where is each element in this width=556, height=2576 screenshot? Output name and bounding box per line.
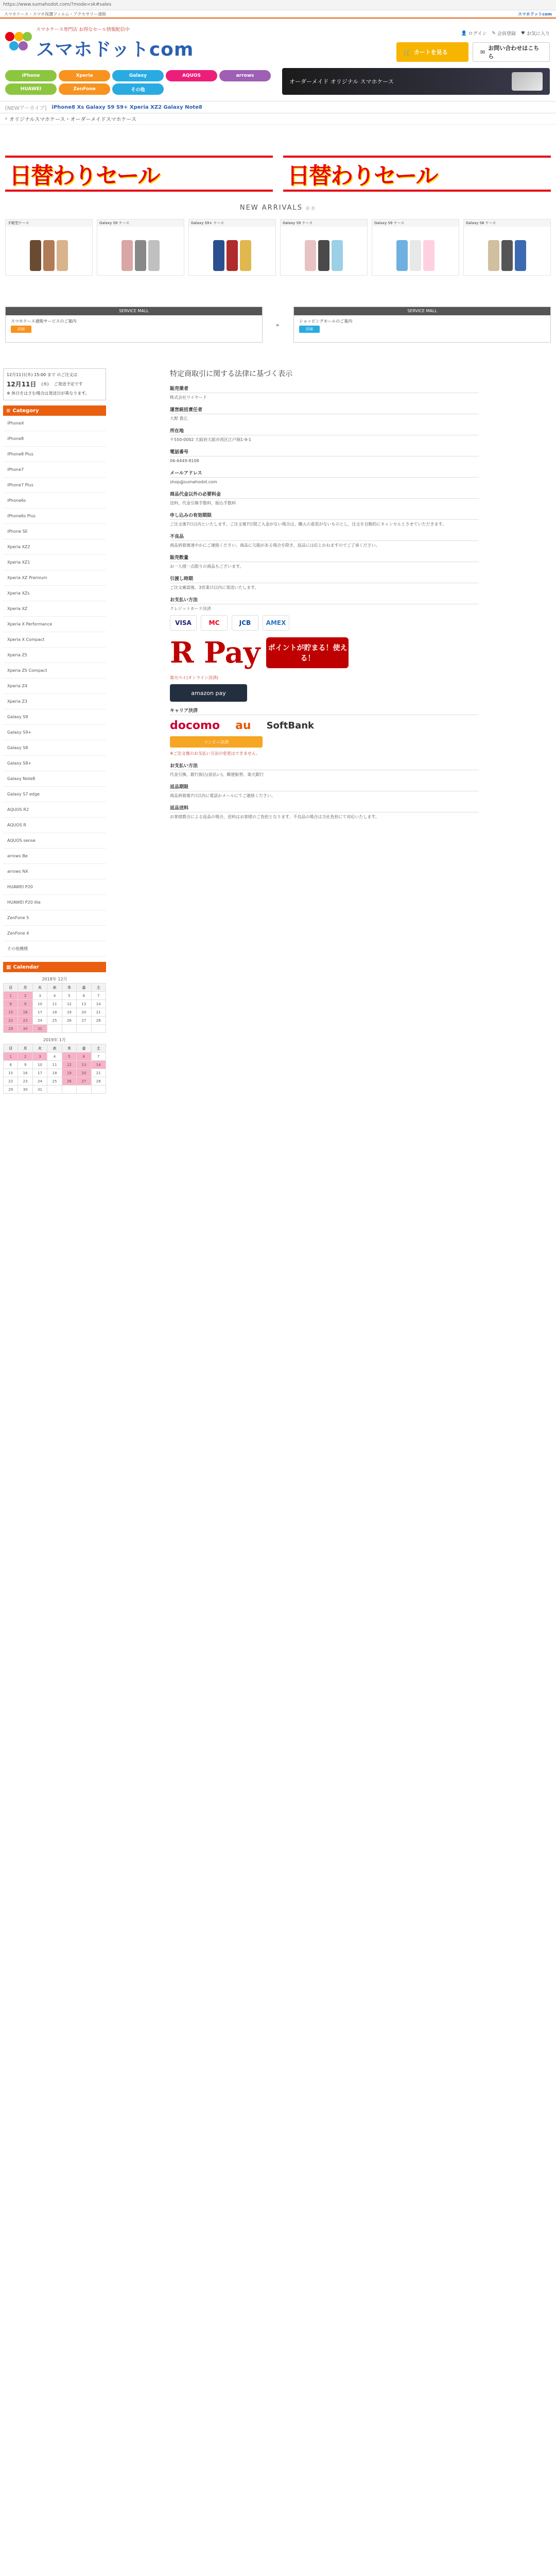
legal-notice: 特定商取引に関する法律に基づく表示 販売業者 株式会社ワイヤード 運営統括責任者 大野 貴広 所在地 〒550-0002 大阪府大阪市西区江戸堀1-9-1 電話番号 06-6449-8108 メールアドレス shop@sumahodot.com 商品代金以外の必要料金 送料、代金引換手数料、振込手数料 申し込みの有効期限 ご注文後7日以内といたします。ご注文後7日間ご入金がない場合は、購入の意思がないものとし、注文を自動的にキャンセルとさせていただきます。 不良品 商品到着後速やかにご連絡ください。商品に欠陥がある場合を除き、返品には応じかねますのでご了承ください。 販売数量 お一人様一点限りの商品もございます。 引渡し時期 ご注文確認後、3営業日以内に発送いたします。 お支払い方法 クレジットカード決済 VISA MC JCB AMEX R Pay ポイントが貯まる！使える！ 楽天ペイ(オンライン決済) amazon pay キャリア決済 docomo au SoftBank コンビニ決済 ※ご注文後のお支払い方法の変更はできません。 お支払い方法 代金引換、銀行振込(前払い)、郵便振替、楽天銀行 返品期限 商品到着後7日以内に電話かメールにてご連絡ください。 返品送料 お客様都合による返品の場合、送料はお客様のご負担となります。不良品の場合は当社負担にて対応いたします。	[170, 368, 479, 820]
calendar-day: 12	[62, 1000, 76, 1008]
legal-section-heading: お支払い方法	[170, 596, 479, 604]
category-button[interactable]: Xperia	[59, 70, 110, 81]
calendar-day: 22	[4, 1016, 18, 1025]
address-bar[interactable]: https://www.sumahodot.com/?mode=sk#sales	[0, 0, 556, 10]
phone-case-image	[318, 240, 329, 271]
calendar-day: 4	[47, 1053, 62, 1061]
sidebar-category-item[interactable]: AQUOS R2	[3, 802, 106, 818]
product-card[interactable]	[5, 219, 93, 276]
calendar-day: 8	[4, 1061, 18, 1069]
legal-section-body: 代金引換、銀行振込(前払い)、郵便振替、楽天銀行	[170, 772, 264, 777]
calendar-day: 1	[4, 992, 18, 1000]
user-icon: 👤	[461, 30, 467, 36]
category-button[interactable]: その他	[112, 83, 164, 95]
phone-case-image	[332, 240, 343, 271]
amazon-pay-logo: amazon pay	[170, 684, 247, 702]
legal-section	[170, 596, 479, 612]
calendar-day: 14	[91, 1000, 106, 1008]
cart-icon: 🛒	[404, 48, 411, 56]
phone-case-image	[148, 240, 160, 271]
legal-section-heading: 電話番号	[170, 448, 479, 456]
legal-section	[170, 783, 479, 799]
weekday-cell: 月	[18, 984, 32, 992]
legal-section-body: shop@sumahodot.com	[170, 480, 217, 484]
phone-case-image	[135, 240, 146, 271]
phone-case-image	[515, 240, 526, 271]
legal-section	[170, 406, 479, 422]
phone-case-image	[30, 240, 41, 271]
weekday-cell: 木	[62, 1044, 76, 1053]
calendar-day: 10	[32, 1000, 47, 1008]
calendar-day: 27	[77, 1016, 91, 1025]
sidebar-category-item[interactable]: Xperia XZ1	[3, 555, 106, 570]
heart-icon: ♥	[520, 30, 525, 36]
calendar-day: 29	[4, 1086, 18, 1094]
category-button[interactable]: iPhone	[5, 70, 57, 81]
sidebar-category-item[interactable]: iPhoneX	[3, 416, 106, 431]
legal-section-body: 〒550-0002 大阪府大阪市西区江戸堀1-9-1	[170, 437, 252, 442]
calendar-day: 8	[4, 1000, 18, 1008]
legal-section	[170, 762, 479, 778]
calendar-day: 30	[18, 1025, 32, 1033]
sidebar-category-item[interactable]: Xperia XZ2	[3, 539, 106, 555]
calendar-day: 17	[32, 1069, 47, 1077]
calendar-day: 11	[47, 1061, 62, 1069]
edit-icon: ✎	[492, 30, 496, 36]
weekday-cell: 土	[91, 984, 106, 992]
weekday-cell: 火	[32, 984, 47, 992]
calendar-day: 25	[47, 1077, 62, 1086]
calendar-day: 5	[62, 1053, 76, 1061]
weekday-cell: 水	[47, 1044, 62, 1053]
logo-text: スマホドットcom	[36, 39, 194, 60]
calendar-day: 3	[32, 992, 47, 1000]
product-title: Galaxy S8 ケース	[464, 219, 550, 227]
legal-section	[170, 804, 479, 820]
sidebar-category-item[interactable]: ZenFone 4	[3, 926, 106, 941]
phone-case-image	[121, 240, 133, 271]
sidebar-category-item[interactable]: Xperia Z4	[3, 679, 106, 694]
calendar-day: 10	[32, 1061, 47, 1069]
category-nav	[5, 70, 273, 95]
sale-banners	[0, 156, 556, 192]
sidebar-category-item[interactable]: ZenFone 5	[3, 910, 106, 926]
calendar-day	[91, 1025, 106, 1033]
product-card[interactable]	[97, 219, 184, 276]
site-header	[0, 19, 556, 101]
calendar-day: 25	[47, 1016, 62, 1025]
calendar-day: 19	[62, 1069, 76, 1077]
sidebar-category-item[interactable]: Galaxy S7 edge	[3, 787, 106, 802]
calendar-day: 27	[77, 1077, 91, 1086]
legal-section	[170, 427, 479, 443]
legal-section-heading: 運営統括責任者	[170, 406, 479, 414]
sidebar-category-item[interactable]: iPhone6s Plus	[3, 509, 106, 524]
sidebar-category-item[interactable]: HUAWEI P20	[3, 879, 106, 895]
sidebar-category-item[interactable]: Galaxy S9	[3, 709, 106, 725]
product-title: Galaxy S9 ケース	[97, 219, 184, 227]
top-banner-text: オーダーメイド オリジナル スマホケース	[289, 78, 394, 85]
main-content	[0, 368, 556, 2576]
card-logo: JCB	[232, 615, 258, 631]
calendar-day: 29	[4, 1025, 18, 1033]
calendar-day: 9	[18, 1061, 32, 1069]
sidebar-category-item[interactable]: Xperia XZ Premium	[3, 570, 106, 586]
notice-label: [NEWアーカイブ]	[5, 105, 47, 111]
legal-section	[170, 512, 479, 528]
legal-section-body: お客様都合による返品の場合、送料はお客様のご負担となります。不良品の場合は当社負担にて対応いたします。	[170, 815, 379, 819]
calendar-day: 13	[77, 1061, 91, 1069]
weekday-cell: 金	[77, 984, 91, 992]
new-arrivals-heading: NEW ARRIVALS 新着	[239, 204, 317, 212]
calendar-day: 7	[91, 1053, 106, 1061]
product-image	[281, 227, 367, 274]
product-image	[189, 227, 275, 274]
cart-button[interactable]: 🛒 カートを見る	[396, 42, 468, 62]
category-button[interactable]: Galaxy	[112, 70, 164, 81]
legal-section-body: 送料、代金引換手数料、振込手数料	[170, 501, 236, 505]
sidebar-category-item[interactable]: iPhone7	[3, 462, 106, 478]
site-logo[interactable]	[5, 24, 221, 65]
phone-case-image	[57, 240, 68, 271]
sidebar-category-item[interactable]: Xperia Z3	[3, 694, 106, 709]
legal-section-heading: 所在地	[170, 427, 479, 435]
legal-section-body: 商品到着後7日以内に電話かメールにてご連絡ください。	[170, 793, 275, 798]
sidebar-category-item[interactable]: Xperia X Compact	[3, 632, 106, 648]
weekday-cell: 日	[4, 1044, 18, 1053]
sidebar-category-item[interactable]: Xperia Z5 Compact	[3, 663, 106, 679]
phone-case-image	[227, 240, 238, 271]
rakuten-pay-banner	[170, 635, 355, 671]
legal-section-body: 大野 貴広	[170, 416, 188, 421]
legal-section-body: お一人様一点限りの商品もございます。	[170, 564, 244, 569]
product-title: Galaxy S9 ケース	[281, 219, 367, 227]
calendar-day: 31	[32, 1086, 47, 1094]
phone-case-image	[501, 240, 513, 271]
calendar-day: 20	[77, 1008, 91, 1016]
product-image	[372, 227, 459, 274]
sidebar-category-item[interactable]: iPhone8	[3, 431, 106, 447]
sidebar	[3, 368, 106, 1094]
calendar-day: 26	[62, 1077, 76, 1086]
phone-case-image	[305, 240, 316, 271]
rakuten-pay-logo: R Pay	[170, 636, 260, 670]
sidebar-category-item[interactable]: arrows NX	[3, 864, 106, 879]
top-promo-banner[interactable]	[282, 68, 550, 95]
sidebar-category-item[interactable]: その他機種	[3, 941, 106, 957]
product-image	[464, 227, 550, 274]
calendar-day: 31	[32, 1025, 47, 1033]
header-buttons	[396, 42, 550, 62]
calendar-day: 24	[32, 1077, 47, 1086]
daily-sale-banner-right[interactable]: 日替わりセール	[283, 156, 551, 192]
weekday-cell: 日	[4, 984, 18, 992]
legal-section-heading: 引渡し時期	[170, 575, 479, 583]
calendar-day: 3	[32, 1053, 47, 1061]
card-brand-logos	[170, 615, 479, 631]
mail-icon: ✉	[480, 48, 485, 56]
legal-section	[170, 385, 479, 401]
calendar-day: 12	[62, 1061, 76, 1069]
calendar-day	[47, 1086, 62, 1094]
calendar-title: 2019年 1月	[43, 1038, 66, 1042]
weekday-cell: 土	[91, 1044, 106, 1053]
page-title: 特定商取引に関する法律に基づく表示	[170, 370, 292, 378]
calendar-day: 16	[18, 1069, 32, 1077]
calendar-day	[47, 1025, 62, 1033]
sidebar-category-item[interactable]: Galaxy Note8	[3, 771, 106, 787]
sidebar-category-item[interactable]: Galaxy S8	[3, 740, 106, 756]
calendar-day: 24	[32, 1016, 47, 1025]
legal-section	[170, 533, 479, 549]
service-box-1: SERVICE MALL スマホケース通販サービスのご案内 詳細	[5, 307, 263, 343]
legal-section-body: ご注文確認後、3営業日以内に発送いたします。	[170, 585, 259, 590]
phone-case-image	[43, 240, 55, 271]
category-button[interactable]: HUAWEI	[5, 83, 57, 95]
phone-case-image	[213, 240, 224, 271]
login-link[interactable]: 👤 ログイン	[461, 30, 487, 37]
product-card[interactable]	[372, 219, 459, 276]
calendar-day: 18	[47, 1008, 62, 1016]
calendar-day: 16	[18, 1008, 32, 1016]
weekday-cell: 月	[18, 1044, 32, 1053]
weekday-cell: 火	[32, 1044, 47, 1053]
calendar-day: 14	[91, 1061, 106, 1069]
chevron-right-icon: ›	[5, 116, 7, 122]
legal-section-heading: 販売数量	[170, 554, 479, 562]
shipping-notice: 12月11日(木) 15:00 まで のご注文は 12月11日 (水) ご発送予定です ※ 休日をはさむ場合は発送日が異なります。	[3, 368, 106, 400]
sidebar-category-item[interactable]: arrows Be	[3, 849, 106, 864]
daily-sale-banner-left[interactable]: 日替わりセール	[5, 156, 273, 192]
calendar-day	[77, 1086, 91, 1094]
legal-section-body: 商品到着後速やかにご連絡ください。商品に欠陥がある場合を除き、返品には応じかねますのでご了承ください。	[170, 543, 380, 548]
calendar-title: 2018年 12月	[42, 977, 67, 981]
category-button[interactable]: ZenFone	[59, 83, 110, 95]
calendar-day	[62, 1025, 76, 1033]
card-logo: MC	[201, 615, 228, 631]
sidebar-category-item[interactable]: Xperia Z5	[3, 648, 106, 663]
calendar-day: 5	[62, 992, 76, 1000]
legal-section-body: 06-6449-8108	[170, 459, 199, 463]
phone-case-image	[488, 240, 499, 271]
calendar-day: 22	[4, 1077, 18, 1086]
docomo-logo: docomo	[170, 719, 220, 732]
sidebar-category-item[interactable]: Galaxy S9+	[3, 725, 106, 740]
site-tagline: スマホケース専門店 お得なセール情報配信中	[36, 27, 130, 32]
product-title: 手帳型ケース	[6, 219, 92, 227]
favorites-link[interactable]: ♥ お気に入り	[520, 30, 550, 37]
legal-section	[170, 575, 479, 591]
legal-section-heading: 返品送料	[170, 804, 479, 812]
legal-section-heading: 商品代金以外の必要料金	[170, 490, 479, 499]
sub-nav[interactable]	[0, 113, 556, 125]
calendar-day: 21	[91, 1069, 106, 1077]
archive-notice[interactable]	[0, 101, 556, 113]
product-image	[97, 227, 184, 274]
calendar-day: 1	[4, 1053, 18, 1061]
sidebar-category-item[interactable]: Galaxy S8+	[3, 756, 106, 771]
arrow-icon: ▸	[276, 321, 280, 328]
carrier-logos	[170, 719, 479, 732]
phone-case-image	[240, 240, 251, 271]
phone-image	[512, 72, 543, 91]
calendar-day: 23	[18, 1016, 32, 1025]
top-info-bar	[0, 10, 556, 19]
calendar-day: 7	[91, 992, 106, 1000]
calendar-day: 19	[62, 1008, 76, 1016]
sidebar-category-item[interactable]: Xperia X Performance	[3, 617, 106, 632]
notice-text: iPhone8 Xs Galaxy S9 S9+ Xperia XZ2 Galaxy Note8	[51, 104, 202, 110]
product-card[interactable]	[280, 219, 368, 276]
calendar-month	[3, 1037, 106, 1094]
header-links	[461, 30, 550, 37]
service-detail-button-1[interactable]: 詳細	[11, 326, 31, 333]
calendar-day: 23	[18, 1077, 32, 1086]
calendar-day: 15	[4, 1069, 18, 1077]
weekday-cell: 水	[47, 984, 62, 992]
sidebar-category-item[interactable]: iPhone SE	[3, 524, 106, 539]
calendar-day	[62, 1086, 76, 1094]
legal-section	[170, 469, 479, 485]
card-logo: VISA	[170, 615, 197, 631]
legal-section-heading: お支払い方法	[170, 762, 479, 770]
sidebar-category-item[interactable]: AQUOS R	[3, 818, 106, 833]
list-icon: ≡	[6, 408, 11, 414]
calendar-day: 13	[77, 1000, 91, 1008]
weekday-cell: 金	[77, 1044, 91, 1053]
convenience-store-banner: コンビニ決済	[170, 736, 263, 748]
subnav-text: オリジナルスマホケース・オーダーメイドスマホケース	[9, 117, 136, 123]
sidebar-category-item[interactable]: iPhone8 Plus	[3, 447, 106, 462]
softbank-logo: SoftBank	[266, 720, 314, 731]
sidebar-category-item[interactable]: Xperia XZ	[3, 601, 106, 617]
calendar-day: 6	[77, 1053, 91, 1061]
calendar-day: 2	[18, 1053, 32, 1061]
legal-section	[170, 490, 479, 506]
category-button[interactable]: AQUOS	[166, 70, 217, 81]
register-link[interactable]: ✎ 会員登録	[492, 30, 516, 37]
calendar-day: 21	[91, 1008, 106, 1016]
calendar-day: 30	[18, 1086, 32, 1094]
calendar-day: 18	[47, 1069, 62, 1077]
calendar-day: 17	[32, 1008, 47, 1016]
calendar-day: 6	[77, 992, 91, 1000]
calendar-heading: ▦ Calendar	[3, 962, 106, 972]
service-detail-button-2[interactable]: 詳細	[299, 326, 320, 333]
calendar-day: 20	[77, 1069, 91, 1077]
product-card[interactable]	[463, 219, 551, 276]
service-boxes	[0, 307, 556, 343]
weekday-cell: 木	[62, 984, 76, 992]
product-card[interactable]	[188, 219, 276, 276]
legal-section-body: ご注文後7日以内といたします。ご注文後7日間ご入金がない場合は、購入の意思がないものとし、注文を自動的にキャンセルとさせていただきます。	[170, 522, 446, 527]
calendar-day: 15	[4, 1008, 18, 1016]
sidebar-category-item[interactable]: HUAWEI P20 lite	[3, 895, 106, 910]
category-heading: ≡ Category	[3, 405, 106, 416]
calendar-day	[77, 1025, 91, 1033]
category-button[interactable]: arrows	[219, 70, 271, 81]
contact-button[interactable]: ✉ お問い合わせはこちら	[473, 42, 550, 62]
legal-section-heading: メールアドレス	[170, 469, 479, 478]
product-title: Galaxy S9 ケース	[372, 219, 459, 227]
calendar-day: 9	[18, 1000, 32, 1008]
calendar-day: 4	[47, 992, 62, 1000]
legal-section-heading: 販売業者	[170, 385, 479, 393]
legal-section	[170, 554, 479, 570]
legal-section-body: 株式会社ワイヤード	[170, 395, 207, 400]
calendar-day: 2	[18, 992, 32, 1000]
calendar-section	[3, 962, 106, 1094]
legal-section	[170, 448, 479, 464]
product-grid	[5, 219, 551, 276]
legal-section-heading: 不良品	[170, 533, 479, 541]
calendar-day	[91, 1086, 106, 1094]
calendar-icon: ▦	[6, 964, 11, 970]
topbar-right-text: スマホドットcom	[517, 11, 552, 16]
logo-mark-icon	[5, 32, 32, 59]
rakuten-pay-badge: ポイントが貯まる！使える！	[266, 637, 349, 668]
sidebar-category-item[interactable]: Xperia XZs	[3, 586, 106, 601]
calendar-day: 11	[47, 1000, 62, 1008]
sidebar-category-item[interactable]: iPhone7 Plus	[3, 478, 106, 493]
topbar-left-text: スマホケース・スマホ保護フィルム・アクセサリー通販	[4, 11, 107, 16]
phone-case-image	[410, 240, 421, 271]
calendar-day: 28	[91, 1077, 106, 1086]
phone-case-image	[423, 240, 435, 271]
legal-section-heading: 申し込みの有効期限	[170, 512, 479, 520]
calendar-month	[3, 976, 106, 1033]
sidebar-category-item[interactable]: AQUOS sense	[3, 833, 106, 849]
legal-section-body: クレジットカード決済	[170, 606, 211, 611]
product-image	[6, 227, 92, 274]
card-logo: AMEX	[263, 615, 289, 631]
service-box-2: SERVICE MALL ショッピングモールのご案内 詳細	[293, 307, 551, 343]
calendar-day: 28	[91, 1016, 106, 1025]
au-logo: au	[235, 719, 251, 732]
sidebar-category-item[interactable]: iPhone6s	[3, 493, 106, 509]
phone-case-image	[396, 240, 408, 271]
legal-section-heading: 返品期限	[170, 783, 479, 791]
calendar-day: 26	[62, 1016, 76, 1025]
category-list	[3, 416, 106, 957]
product-title: Galaxy S9+ ケース	[189, 219, 275, 227]
